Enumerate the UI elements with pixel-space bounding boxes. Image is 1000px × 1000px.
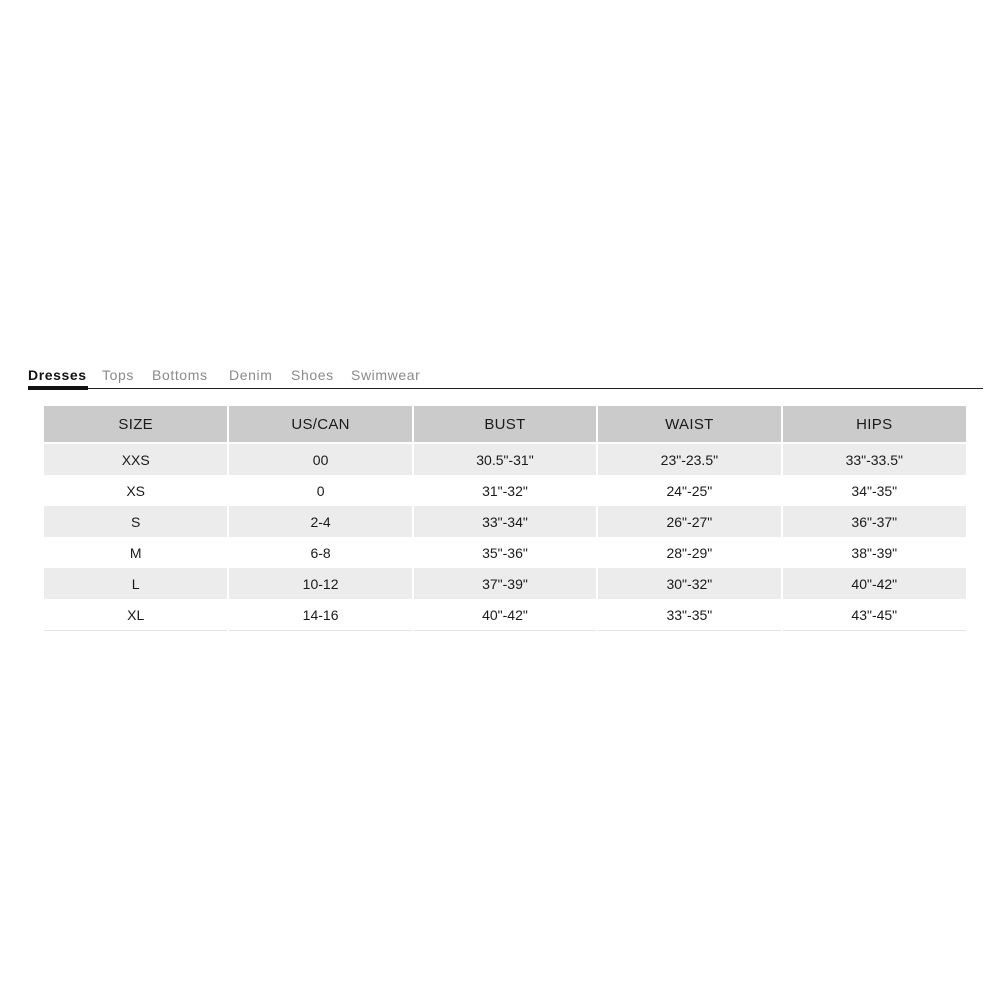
cell-us-can: 6-8 <box>228 537 412 568</box>
cell-us-can: 14-16 <box>228 599 412 631</box>
table-row <box>44 537 966 568</box>
cell-bust: 35"-36" <box>413 537 597 568</box>
cell-waist: 30"-32" <box>597 568 781 599</box>
column-header-bust: BUST <box>413 406 597 443</box>
cell-hips: 40"-42" <box>782 568 966 599</box>
tab-shoes[interactable]: Shoes <box>291 367 334 383</box>
cell-hips: 38"-39" <box>851 544 898 561</box>
table-row <box>44 568 966 599</box>
cell-size: XXS <box>44 443 228 475</box>
column-header-hips: HIPS <box>782 406 966 443</box>
cell-size: XL <box>44 599 228 631</box>
cell-hips: 33"-33.5" <box>782 443 966 475</box>
cell-hips: 43"-45" <box>782 599 966 631</box>
cell-hips: 36"-37" <box>782 506 966 537</box>
cell-bust: 30.5"-31" <box>413 443 597 475</box>
cell-size: L <box>44 568 228 599</box>
active-tab-indicator <box>28 386 88 390</box>
column-header-waist: WAIST <box>597 406 781 443</box>
cell-us-can: 10-12 <box>228 568 412 599</box>
cell-size: S <box>44 506 228 537</box>
size-chart-table <box>44 406 966 631</box>
cell-size: XS <box>44 475 228 506</box>
cell-waist: 28"-29" <box>597 537 781 568</box>
tab-tops[interactable]: Tops <box>102 367 134 383</box>
column-header-size: SIZE <box>44 406 228 443</box>
size-category-tabs <box>28 362 983 389</box>
cell-bust: 33"-34" <box>413 506 597 537</box>
cell-waist: 23"-23.5" <box>597 443 781 475</box>
cell-hips: 34"-35" <box>851 482 898 499</box>
table-row <box>44 506 966 537</box>
cell-waist: 24"-25" <box>597 475 781 506</box>
table-row <box>44 475 966 506</box>
table-header-row <box>44 406 966 443</box>
table-row <box>44 599 966 631</box>
table-row <box>44 443 966 475</box>
tab-denim[interactable]: Denim <box>229 367 273 383</box>
cell-waist: 26"-27" <box>597 506 781 537</box>
cell-bust: 31"-32" <box>413 475 597 506</box>
tab-dresses[interactable]: Dresses <box>28 367 87 383</box>
cell-bust: 37"-39" <box>413 568 597 599</box>
cell-size: M <box>44 537 228 568</box>
cell-us-can: 00 <box>228 443 412 475</box>
tab-bottoms[interactable]: Bottoms <box>152 367 208 383</box>
column-header-us-can: US/CAN <box>228 406 412 443</box>
cell-us-can: 2-4 <box>228 506 412 537</box>
tab-swimwear[interactable]: Swimwear <box>351 367 421 383</box>
cell-us-can: 0 <box>228 475 412 506</box>
cell-waist: 33"-35" <box>597 599 781 631</box>
cell-bust: 40"-42" <box>413 599 597 631</box>
